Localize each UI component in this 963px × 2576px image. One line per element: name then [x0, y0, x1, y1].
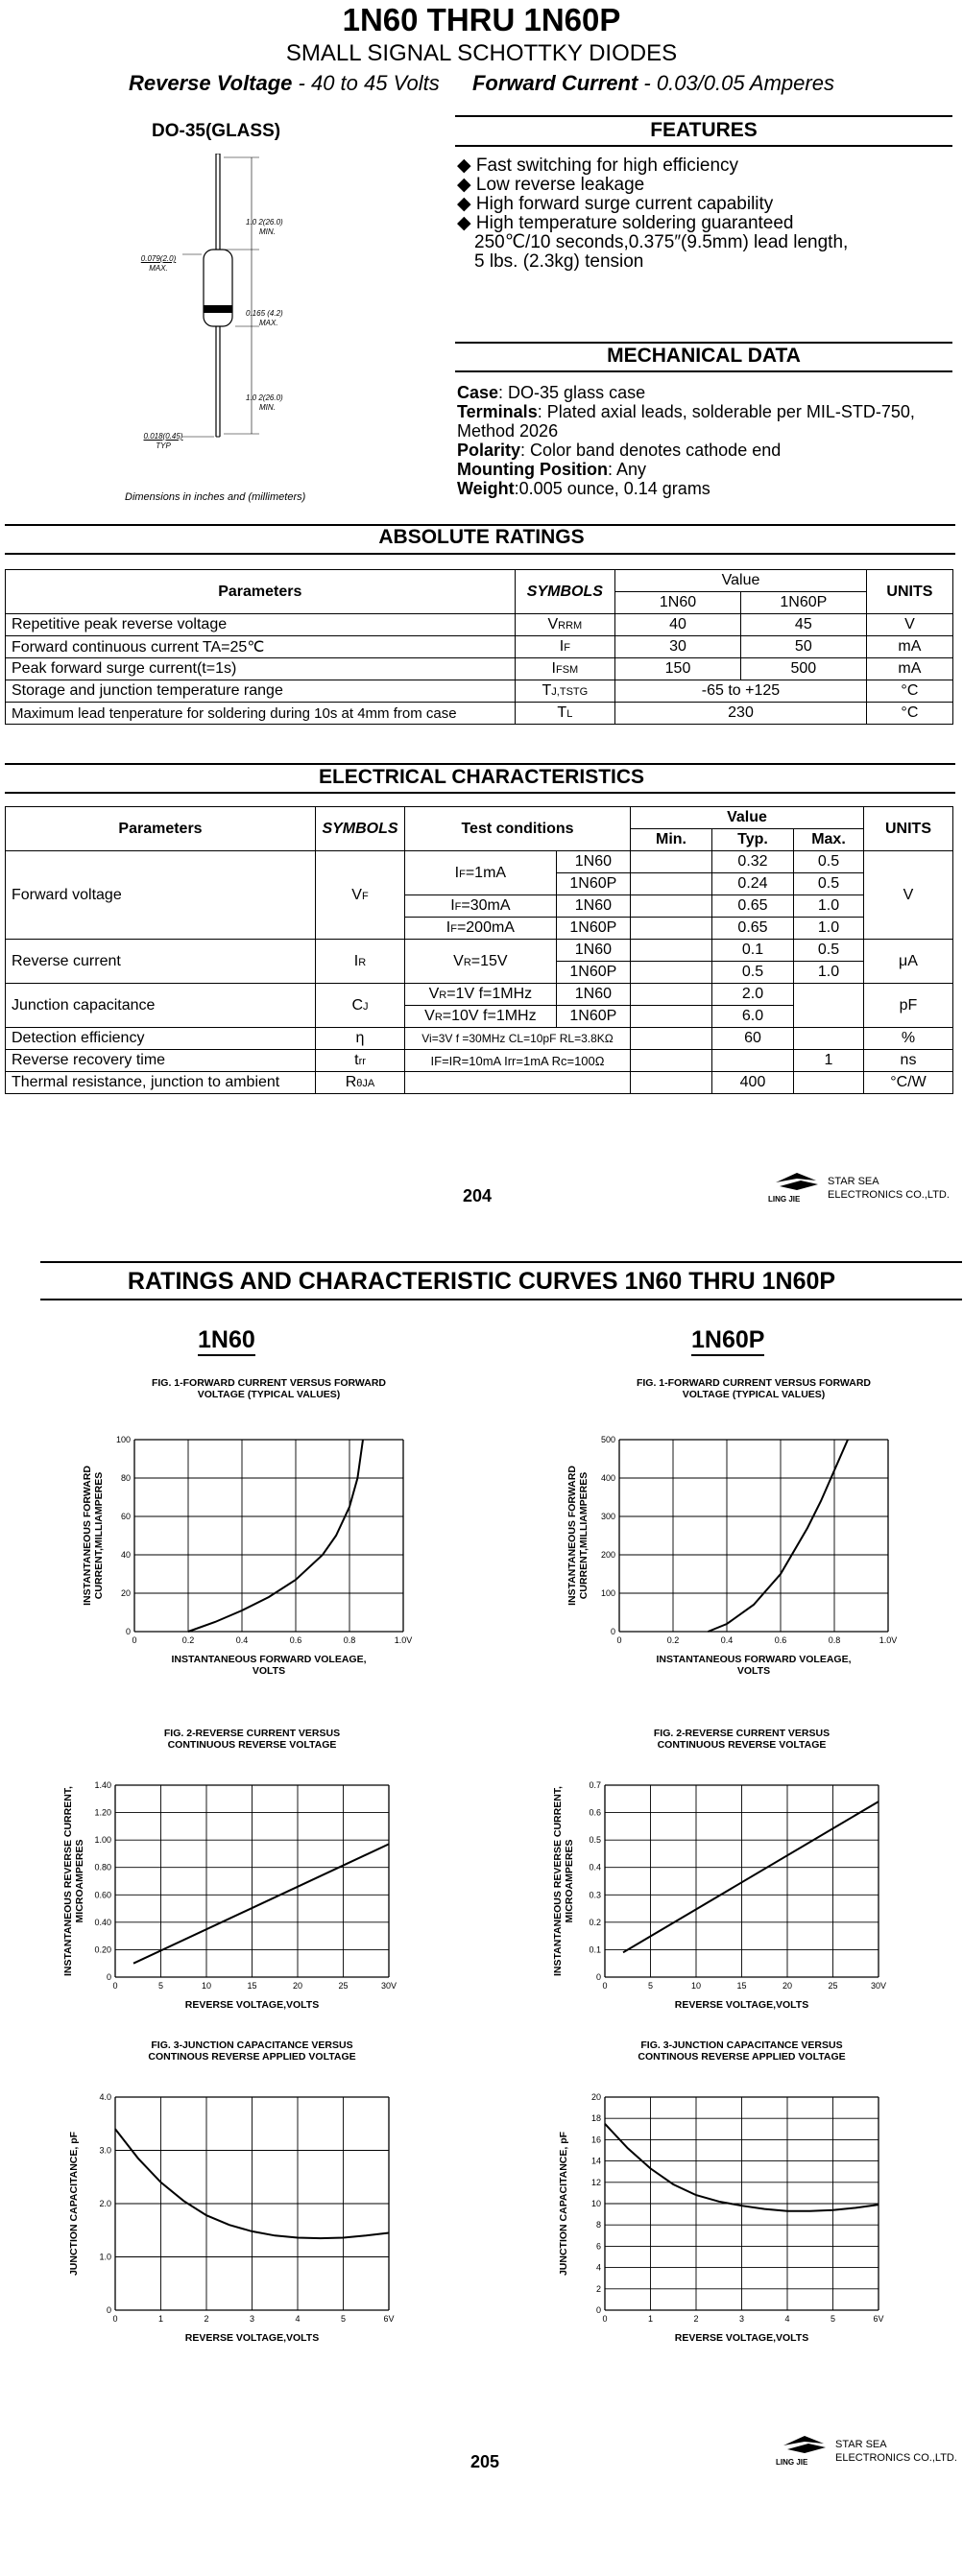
x-tick-label: 25	[338, 1981, 349, 1991]
y-axis-label: JUNCTION CAPACITANCE, pF	[558, 2131, 569, 2277]
dim-lead-diameter: 0.018(0.45) TYP	[143, 432, 183, 450]
x-tick-label: 15	[247, 1981, 257, 1991]
feature-extra-1: 250℃/10 seconds,0.375″(9.5mm) lead length,	[474, 232, 849, 252]
y-tick-label: 1.40	[94, 1780, 111, 1790]
y-axis-label: INSTANTANEOUS FORWARD	[566, 1466, 578, 1606]
x-axis-label: REVERSE VOLTAGE,VOLTS	[184, 1999, 320, 2011]
x-tick-label: 6V	[873, 2314, 884, 2324]
absolute-ratings-title: ABSOLUTE RATINGS	[378, 526, 585, 548]
x-tick-label: 0	[602, 2314, 608, 2324]
y-tick-label: 0.80	[94, 1862, 111, 1872]
y-tick-label: 0.20	[94, 1944, 111, 1955]
y-tick-label: 3.0	[99, 2145, 111, 2156]
y-axis-label: JUNCTION CAPACITANCE, pF	[68, 2131, 80, 2277]
x-tick-label: 30V	[380, 1981, 397, 1991]
x-tick-label: 4	[295, 2314, 301, 2324]
x-tick-label: 3	[249, 2314, 255, 2324]
logo-subtext: LING JIE	[776, 2458, 808, 2467]
x-tick-label: 20	[782, 1981, 793, 1991]
y-tick-label: 2	[595, 2283, 601, 2294]
x-tick-label: 0	[616, 1635, 622, 1645]
page-subtitle: SMALL SIGNAL SCHOTTKY DIODES	[285, 40, 678, 66]
x-axis-label: VOLTS	[736, 1665, 771, 1677]
chart-fig3-1n60	[38, 2035, 461, 2351]
x-tick-label: 0.8	[343, 1635, 356, 1645]
chart-fig1-1n60	[58, 1372, 461, 1699]
y-tick-label: 18	[590, 2113, 601, 2124]
reverse-voltage-value: - 40 to 45 Volts	[292, 71, 440, 95]
x-tick-label: 20	[292, 1981, 303, 1991]
page-number: 204	[463, 1186, 493, 1205]
table-row: VR=10V f=1MHz 1N60P 6.0	[6, 1006, 953, 1028]
y-tick-label: 0.1	[589, 1944, 601, 1955]
table-row: Reverse current IR VR=15V 1N60 0.1 0.5 μA	[6, 940, 953, 962]
x-tick-label: 0	[132, 1635, 137, 1645]
x-tick-label: 1	[157, 2314, 164, 2324]
table-row: Thermal resistance, junction to ambient RθJA 400 °C/W	[6, 1072, 953, 1094]
x-tick-label: 0.4	[720, 1635, 734, 1645]
y-tick-label: 0	[106, 1972, 111, 1982]
x-tick-label: 10	[201, 1981, 212, 1991]
dim-lead-length-top: 1.0 2(26.0) MIN.	[246, 218, 283, 236]
y-tick-label: 2.0	[99, 2199, 111, 2208]
x-tick-label: 0	[112, 1981, 118, 1991]
feature-item: ◆ High temperature soldering guaranteed	[457, 213, 794, 233]
y-tick-label: 0.7	[589, 1780, 601, 1790]
y-tick-label: 0.2	[589, 1917, 601, 1927]
chart-title: VOLTAGE (TYPICAL VALUES)	[682, 1389, 826, 1400]
table-row: Peak forward surge current(t=1s) IFSM 150 500 mA	[6, 658, 953, 680]
y-tick-label: 4	[595, 2262, 601, 2273]
table-row: Repetitive peak reverse voltage VRRM 40 45 V	[6, 614, 953, 636]
chart-fig2-1n60	[38, 1723, 461, 2030]
series-line	[708, 1440, 848, 1632]
table-row: Junction capacitance CJ VR=1V f=1MHz 1N60 2.0 pF	[6, 984, 953, 1006]
page-title: 1N60 THRU 1N60P	[342, 2, 621, 37]
y-axis-label: CURRENT,MILLIAMPERES	[93, 1471, 105, 1600]
y-tick-label: 20	[120, 1588, 131, 1598]
left-column-heading: 1N60	[198, 1326, 255, 1356]
y-tick-label: 60	[120, 1512, 131, 1521]
y-tick-label: 10	[590, 2199, 601, 2208]
chart-title: CONTINOUS REVERSE APPLIED VOLTAGE	[638, 2051, 846, 2063]
y-axis-label: INSTANTANEOUS REVERSE CURRENT,	[552, 1786, 564, 1976]
x-axis-label: VOLTS	[252, 1665, 286, 1677]
feature-item: ◆ Fast switching for high efficiency	[457, 155, 739, 176]
y-tick-label: 1.0	[99, 2252, 111, 2262]
company-name: STAR SEA ELECTRONICS CO.,LTD.	[835, 2439, 957, 2464]
y-tick-label: 6	[595, 2241, 601, 2252]
y-tick-label: 80	[120, 1473, 131, 1483]
y-tick-label: 100	[115, 1435, 131, 1444]
table-row: Reverse recovery time trr IF=IR=10mA Irr=1mA Rc=100Ω 1 ns	[6, 1050, 953, 1072]
rating-line	[0, 71, 963, 96]
x-tick-label: 25	[828, 1981, 838, 1991]
y-tick-label: 0.5	[589, 1835, 601, 1846]
y-tick-label: 12	[590, 2177, 601, 2187]
y-tick-label: 0.3	[589, 1890, 601, 1900]
y-axis-label: MICROAMPERES	[74, 1839, 85, 1923]
y-axis-label: INSTANTANEOUS REVERSE CURRENT,	[62, 1786, 74, 1976]
x-tick-label: 4	[784, 2314, 790, 2324]
table-row: Forward continuous current TA=25℃ IF 30 50 mA	[6, 636, 953, 658]
y-tick-label: 500	[600, 1435, 615, 1444]
y-tick-label: 0.60	[94, 1890, 111, 1900]
y-tick-label: 1.00	[94, 1835, 111, 1846]
x-tick-label: 3	[738, 2314, 745, 2324]
x-tick-label: 0.6	[774, 1635, 787, 1645]
company-logo-icon	[776, 2432, 833, 2459]
y-tick-label: 200	[600, 1550, 615, 1560]
x-tick-label: 0.2	[666, 1635, 680, 1645]
curves-title: RATINGS AND CHARACTERISTIC CURVES 1N60 THRU 1N60P	[127, 1268, 836, 1295]
chart-title: FIG. 3-JUNCTION CAPACITANCE VERSUS	[151, 2039, 353, 2051]
y-tick-label: 0.4	[589, 1862, 601, 1872]
y-tick-label: 400	[600, 1473, 615, 1483]
x-tick-label: 0	[112, 2314, 118, 2324]
table-row: IF=200mA 1N60P 0.65 1.0	[6, 918, 953, 940]
y-tick-label: 0	[595, 2305, 601, 2315]
x-tick-label: 15	[736, 1981, 747, 1991]
x-tick-label: 6V	[383, 2314, 395, 2324]
chart-title: FIG. 2-REVERSE CURRENT VERSUS	[653, 1728, 831, 1739]
chart-title: CONTINUOUS REVERSE VOLTAGE	[657, 1739, 827, 1751]
dimensions-caption: Dimensions in inches and (millimeters)	[125, 491, 306, 503]
forward-current-value: - 0.03/0.05 Amperes	[638, 71, 834, 95]
y-tick-label: 0.6	[589, 1807, 601, 1818]
x-tick-label: 30V	[870, 1981, 887, 1991]
x-tick-label: 1	[647, 2314, 654, 2324]
chart-title: CONTINUOUS REVERSE VOLTAGE	[167, 1739, 337, 1751]
y-tick-label: 14	[590, 2156, 601, 2166]
x-tick-label: 0	[602, 1981, 608, 1991]
x-tick-label: 10	[690, 1981, 702, 1991]
right-column-heading: 1N60P	[691, 1326, 764, 1356]
table-row: 1N60P 0.24 0.5	[6, 873, 953, 895]
table-row: Maximum lead tenperature for soldering during 10s at 4mm from case TL 230 °C	[6, 703, 953, 725]
table-row: 1N60P 0.5 1.0	[6, 962, 953, 984]
table-row: Detection efficiency η Vi=3V f =30MHz CL=10pF RL=3.8KΩ 60 %	[6, 1028, 953, 1050]
page-number: 205	[470, 2452, 500, 2471]
y-axis-label: MICROAMPERES	[564, 1839, 575, 1923]
y-tick-label: 16	[590, 2135, 601, 2145]
x-axis-label: REVERSE VOLTAGE,VOLTS	[674, 2332, 809, 2344]
forward-current-label: Forward Current	[471, 71, 638, 95]
chart-fig1-1n60p	[542, 1372, 946, 1699]
company-logo-icon	[768, 1169, 826, 1196]
x-axis-label: REVERSE VOLTAGE,VOLTS	[674, 1999, 809, 2011]
package-title: DO-35(GLASS)	[152, 121, 281, 141]
x-tick-label: 5	[647, 1981, 654, 1991]
table-row: IF=30mA 1N60 0.65 1.0	[6, 895, 953, 918]
absolute-ratings-table: Parameters SYMBOLS Value UNITS 1N60 1N60P Repetitive peak reverse voltage VRRM 40 45 V Forward continuous current TA=25℃ IF 30 50 mA Peak forward surge current(t=1s) IFSM 150 500 mA Storage and junction temperature range TJ,TSTG -65 to +125 °C Maximum lead tenperature for soldering during 10s at 4mm from case TL 230 °C	[5, 569, 953, 725]
mechanical-title: MECHANICAL DATA	[607, 345, 801, 367]
dim-body-diameter: 0.079(2.0) MAX.	[140, 254, 177, 273]
y-tick-label: 0	[106, 2305, 111, 2315]
features-list	[457, 156, 956, 272]
x-axis-label: INSTANTANEOUS FORWARD VOLEAGE,	[171, 1654, 367, 1665]
y-tick-label: 0	[125, 1627, 131, 1636]
y-tick-label: 0	[610, 1627, 615, 1636]
chart-title: CONTINOUS REVERSE APPLIED VOLTAGE	[148, 2051, 356, 2063]
logo-subtext: LING JIE	[768, 1195, 801, 1204]
x-tick-label: 0.4	[235, 1635, 249, 1645]
x-tick-label: 1.0V	[394, 1635, 413, 1645]
x-tick-label: 0.2	[181, 1635, 195, 1645]
x-tick-label: 2	[204, 2314, 209, 2324]
x-tick-label: 0.6	[289, 1635, 302, 1645]
series-line	[133, 1844, 389, 1963]
feature-item: ◆ Low reverse leakage	[457, 175, 645, 195]
x-tick-label: 2	[693, 2314, 699, 2324]
y-axis-label: CURRENT,MILLIAMPERES	[578, 1471, 590, 1600]
x-tick-label: 5	[157, 1981, 164, 1991]
y-tick-label: 100	[600, 1588, 615, 1598]
x-tick-label: 5	[340, 2314, 347, 2324]
y-tick-label: 300	[600, 1512, 615, 1521]
chart-title: FIG. 1-FORWARD CURRENT VERSUS FORWARD	[636, 1377, 872, 1389]
chart-fig3-1n60p	[523, 2035, 946, 2351]
chart-title: FIG. 3-JUNCTION CAPACITANCE VERSUS	[640, 2039, 843, 2051]
series-line	[188, 1440, 363, 1632]
chart-title: FIG. 2-REVERSE CURRENT VERSUS	[163, 1728, 341, 1739]
chart-fig2-1n60p	[523, 1723, 946, 2030]
table-row: Forward voltage VF IF=1mA 1N60 0.32 0.5 V	[6, 851, 953, 873]
x-tick-label: 5	[830, 2314, 836, 2324]
electrical-title: ELECTRICAL CHARACTERISTICS	[318, 766, 645, 788]
y-tick-label: 40	[120, 1550, 131, 1560]
y-tick-label: 1.20	[94, 1807, 111, 1818]
y-tick-label: 0.40	[94, 1917, 111, 1927]
reverse-voltage-label: Reverse Voltage	[129, 71, 293, 95]
electrical-table: Parameters SYMBOLS Test conditions Value UNITS Min. Typ. Max. Forward voltage VF IF=1mA 1N60 0.32 0.5 V 1N60P 0.24 0.5 IF=30mA 1N60 0.65 1.0 IF=200mA 1N60P 0.65 1.0 Reverse current IR VR=15V 1N60 0.1 0.5 μA 1N60P 0.5 1.0 Junction capacitance CJ VR=1V f=1MHz 1N60 2.0 pF VR=10V f=1MHz 1N60P 6.0 Detection efficiency η Vi=3V f =30MHz CL=10pF RL=3.8KΩ 60 % Reverse recovery time trr IF=IR=10mA Irr=1mA Rc=100Ω 1 ns Thermal resistance, junction to ambient RθJA 400 °C/W	[5, 806, 953, 1094]
y-tick-label: 8	[595, 2220, 601, 2230]
dim-body-length: 0.165 (4.2) MAX.	[246, 309, 283, 327]
series-line	[623, 1801, 879, 1952]
chart-title: VOLTAGE (TYPICAL VALUES)	[197, 1389, 341, 1400]
dim-lead-length-bottom: 1.0 2(26.0) MIN.	[246, 394, 283, 412]
y-tick-label: 4.0	[99, 2092, 111, 2102]
y-tick-label: 20	[590, 2092, 601, 2102]
y-tick-label: 0	[595, 1972, 601, 1982]
y-axis-label: INSTANTANEOUS FORWARD	[82, 1466, 93, 1606]
mechanical-data: Case: DO-35 glass case Terminals: Plated axial leads, solderable per MIL-STD-750, Method 2026 Polarity: Color band denotes cathode end Mounting Position: Any Weight:0.005 ounce, 0.14 grams	[457, 383, 915, 498]
table-row: Storage and junction temperature range TJ,TSTG -65 to +125 °C	[6, 680, 953, 703]
feature-item: ◆ High forward surge current capability	[457, 194, 774, 214]
x-axis-label: INSTANTANEOUS FORWARD VOLEAGE,	[656, 1654, 852, 1665]
x-axis-label: REVERSE VOLTAGE,VOLTS	[184, 2332, 320, 2344]
feature-extra-2: 5 lbs. (2.3kg) tension	[474, 251, 644, 272]
chart-title: FIG. 1-FORWARD CURRENT VERSUS FORWARD	[151, 1377, 387, 1389]
x-tick-label: 0.8	[828, 1635, 841, 1645]
company-name: STAR SEA ELECTRONICS CO.,LTD.	[828, 1176, 950, 1201]
x-tick-label: 1.0V	[879, 1635, 898, 1645]
features-title: FEATURES	[650, 119, 758, 141]
